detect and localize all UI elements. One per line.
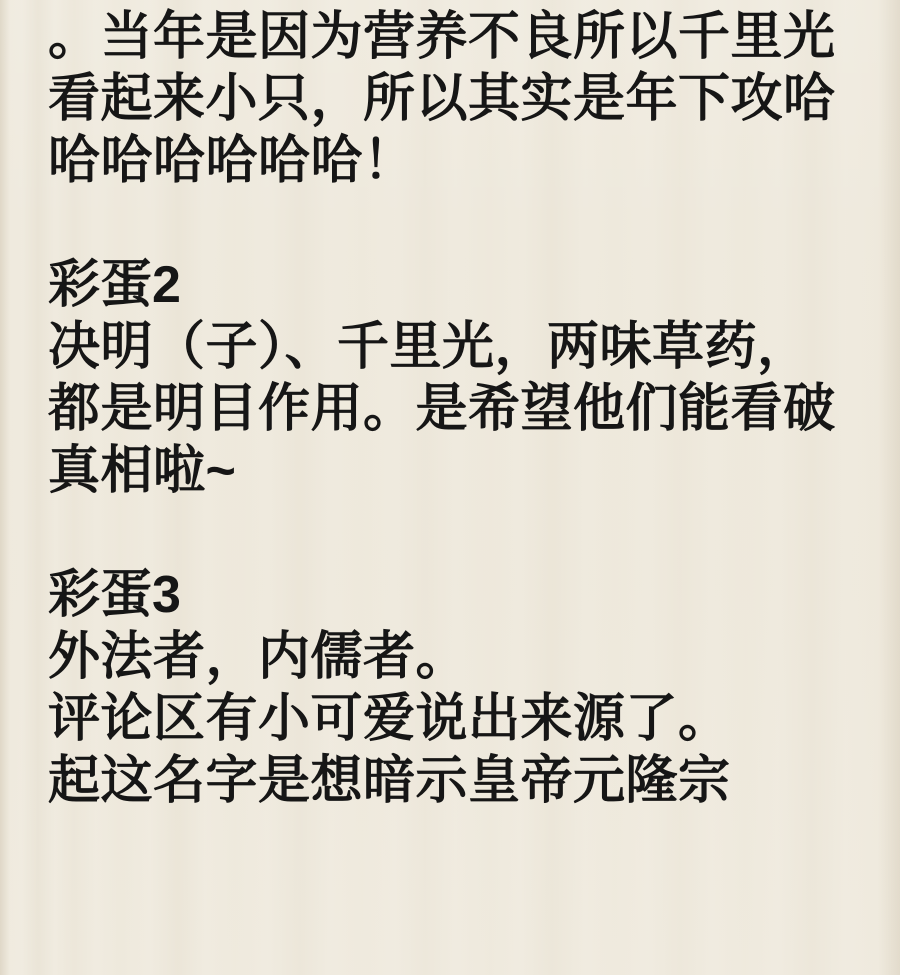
- paragraph-easter-egg-3-line-1: 外法者，内儒者。: [48, 628, 469, 686]
- paragraph-spacer-1: [48, 192, 858, 254]
- paragraph-easter-egg-3-line-2: 评论区有小可爱说出来源了。: [48, 690, 731, 748]
- text-content-column: [48, 0, 858, 812]
- paragraph-spacer-2: [48, 502, 858, 564]
- paragraph-intro: 。当年是因为营养不良所以千里光看起来小只，所以其实是年下攻哈哈哈哈哈哈哈！: [48, 8, 836, 190]
- paragraph-easter-egg-2-body: 决明（子）、千里光，两味草药，都是明目作用。是希望他们能看破真相啦~: [48, 318, 836, 500]
- heading-easter-egg-2: 彩蛋2: [48, 256, 181, 314]
- paragraph-easter-egg-3-line-3: 起这名字是想暗示皇帝元隆宗: [48, 752, 731, 810]
- heading-easter-egg-3: 彩蛋3: [48, 566, 181, 624]
